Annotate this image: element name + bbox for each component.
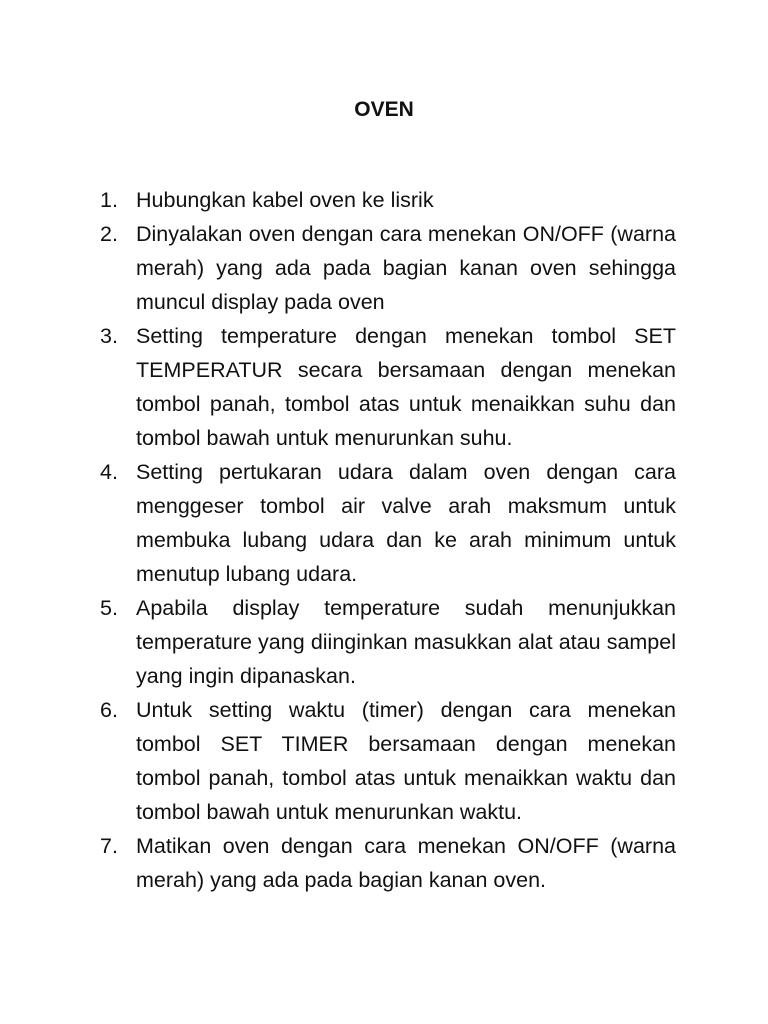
list-item-step-5: [100, 591, 676, 693]
step-number: 6.: [100, 698, 118, 722]
step-number: 2.: [100, 222, 118, 246]
list-item-step-3: [100, 319, 676, 455]
step-text: Hubungkan kabel oven ke lisrik: [136, 188, 434, 212]
step-number: 3.: [100, 324, 118, 348]
instruction-list: [100, 183, 676, 897]
step-text: Untuk setting waktu (timer) dengan cara menekan tombol SET TIMER bersamaan dengan menekan tombol panah, tombol atas untuk menaikkan waktu dan tombol bawah untuk menurunkan waktu.: [136, 698, 676, 824]
step-number: 5.: [100, 596, 118, 620]
list-item-step-7: [100, 829, 676, 897]
step-number: 1.: [100, 188, 118, 212]
step-text: Setting temperature dengan menekan tombol SET TEMPERATUR secara bersamaan dengan menekan tombol panah, tombol atas untuk menaikkan suhu dan tombol bawah untuk menurunkan suhu.: [136, 324, 676, 450]
step-text: Matikan oven dengan cara menekan ON/OFF (warna merah) yang ada pada bagian kanan oven.: [136, 834, 676, 892]
list-item-step-2: [100, 217, 676, 319]
list-item-step-4: [100, 455, 676, 591]
step-text: Apabila display temperature sudah menunjukkan temperature yang diinginkan masukkan alat atau sampel yang ingin dipanaskan.: [136, 596, 676, 688]
step-text: Dinyalakan oven dengan cara menekan ON/OFF (warna merah) yang ada pada bagian kanan oven sehingga muncul display pada oven: [136, 222, 676, 314]
step-text: Setting pertukaran udara dalam oven dengan cara menggeser tombol air valve arah maksmum untuk membuka lubang udara dan ke arah minimum untuk menutup lubang udara.: [136, 460, 676, 586]
page-title: OVEN: [354, 98, 414, 121]
step-number: 7.: [100, 834, 118, 858]
step-number: 4.: [100, 460, 118, 484]
list-item-step-1: [100, 183, 676, 217]
list-item-step-6: [100, 693, 676, 829]
